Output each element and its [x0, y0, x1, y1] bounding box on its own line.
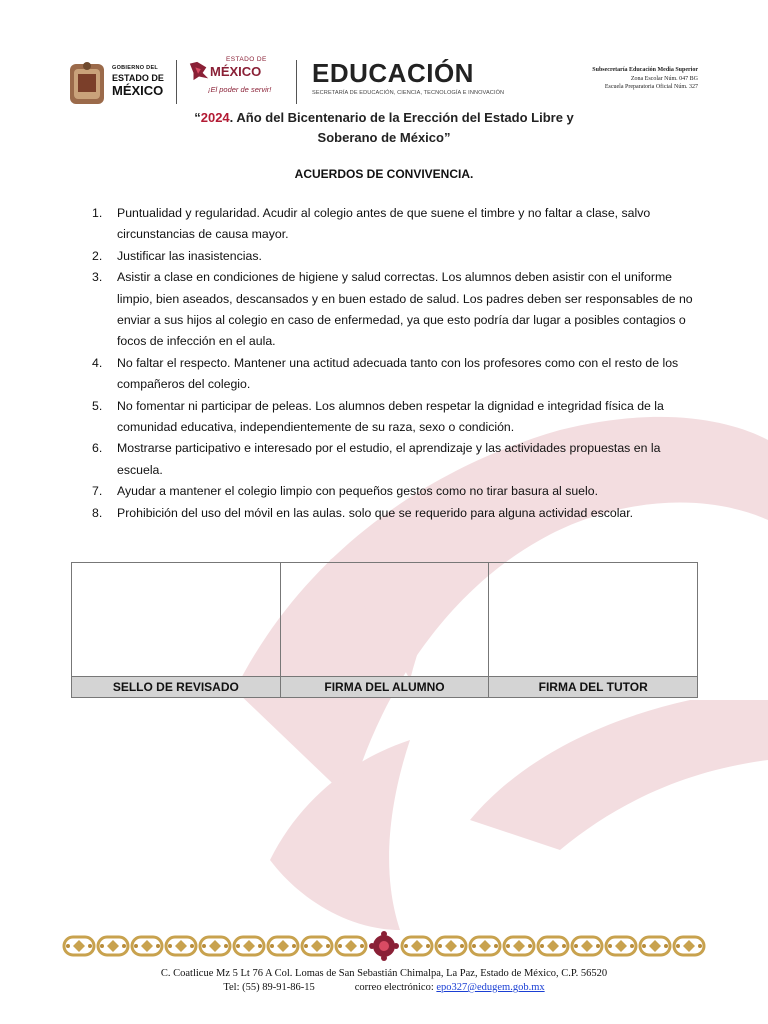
item-text: Justificar las inasistencias.: [117, 248, 262, 263]
decorative-border: [62, 931, 706, 961]
estado-small-label: ESTADO DE: [226, 56, 267, 63]
letterhead: [0, 0, 768, 110]
list-item: [92, 203, 704, 246]
list-item: [92, 267, 704, 353]
list-item: [92, 438, 704, 481]
item-number: 4.: [92, 355, 103, 370]
state-seal-icon: [68, 60, 106, 106]
sello-box: [72, 563, 280, 676]
alumno-label: FIRMA DEL ALUMNO: [281, 676, 489, 697]
signature-table: [71, 562, 698, 698]
list-item: [92, 503, 704, 524]
item-number: 5.: [92, 398, 103, 413]
gobierno-line3: MÉXICO: [112, 82, 164, 98]
item-text: Puntualidad y regularidad. Acudir al colegio antes de que suene el timbre y no faltar a clase, salvo circunstancias de causa mayor.: [117, 206, 651, 242]
list-item: [92, 246, 704, 267]
item-number: 2.: [92, 248, 103, 263]
item-number: 8.: [92, 505, 103, 520]
institution-info: [592, 66, 698, 92]
item-number: 3.: [92, 270, 103, 285]
header-divider: [176, 60, 177, 104]
footer-phone: Tel: (55) 89-91-86-15: [223, 982, 315, 993]
signature-column-tutor: [489, 563, 697, 697]
motto-open-quote: “: [194, 110, 201, 125]
tutor-label: FIRMA DEL TUTOR: [489, 676, 697, 697]
item-text: Mostrarse participativo e interesado por el estudio, el aprendizaje y las actividades propuestas en la escuela.: [117, 441, 661, 477]
item-number: 1.: [92, 206, 103, 220]
year-motto: [180, 108, 588, 148]
gobierno-logo-text: [112, 66, 164, 97]
signature-column-alumno: [281, 563, 490, 697]
center-flower-icon: [369, 931, 399, 961]
item-text: Asistir a clase en condiciones de higiene y salud correctas. Los alumnos deben asistir con el uniforme limpio, bien aseados, descansados y en buen estado de salud. Los padres deben ser responsables de no enviar a sus hijos al colegio en caso de enfermedad, ya que esto podría dar lugar a posibles contagios o focos de infección en el aula.: [117, 270, 693, 349]
signature-column-sello: [72, 563, 281, 697]
zona-label: Zona Escolar Núm. 047 BG: [630, 75, 698, 82]
list-item: [92, 396, 704, 439]
motto-line2: Soberano de México”: [317, 130, 451, 145]
education-subtitle: SECRETARÍA DE EDUCACIÓN, CIENCIA, TECNOLOGÍA E INNOVACIÓN: [312, 90, 505, 96]
estado-big-label: MÉXICO: [210, 64, 262, 79]
estado-mexico-logo: [188, 56, 288, 102]
subsecretaria-label: Subsecretaría Educación Media Superior: [592, 67, 698, 73]
footer: [0, 967, 768, 995]
item-number: 6.: [92, 441, 103, 456]
item-text: No fomentar ni participar de peleas. Los alumnos deben respetar la dignidad e integridad física de la comunidad educativa, independientemente de su raza, sexo o condición.: [117, 398, 664, 435]
motto-year: 2024: [200, 110, 230, 125]
list-item: [92, 353, 704, 396]
item-text: No faltar el respecto. Mantener una actitud adecuada tanto con los profesores como con el resto de los compañeros del colegio.: [117, 355, 679, 392]
sello-label: SELLO DE REVISADO: [72, 676, 280, 697]
document-title: ACUERDOS DE CONVIVENCIA.: [294, 167, 474, 181]
motto-line1: . Año del Bicentenario de la Erección del Estado Libre y: [229, 110, 574, 125]
footer-email-link[interactable]: epo327@edugem.gob.mx: [436, 982, 545, 993]
estado-tagline: ¡El poder de servir!: [208, 85, 272, 94]
header-divider: [296, 60, 297, 104]
item-number: 7.: [92, 484, 103, 499]
gobierno-line1: GOBIERNO DEL: [112, 65, 159, 71]
tutor-signature-box: [489, 563, 697, 676]
edomex-emblem-icon: [188, 60, 210, 82]
gobierno-line2: ESTADO DE: [112, 72, 164, 83]
item-text: Prohibición del uso del móvil en las aulas. solo que se requerido para alguna actividad escolar.: [117, 505, 634, 520]
alumno-signature-box: [281, 563, 489, 676]
footer-address: C. Coatlicue Mz 5 Lt 76 A Col. Lomas de San Sebastián Chimalpa, La Paz, Estado de México, C.P. 56520: [160, 968, 608, 979]
footer-email-label: correo electrónico:: [354, 982, 434, 993]
education-title: EDUCACIÓN: [312, 58, 474, 88]
item-text: Ayudar a mantener el colegio limpio con pequeños gestos como no tirar basura al suelo.: [117, 484, 599, 499]
escuela-label: Escuela Preparatoria Oficial Núm. 327: [604, 84, 698, 90]
list-item: [92, 481, 704, 502]
agreements-list: [92, 203, 704, 524]
